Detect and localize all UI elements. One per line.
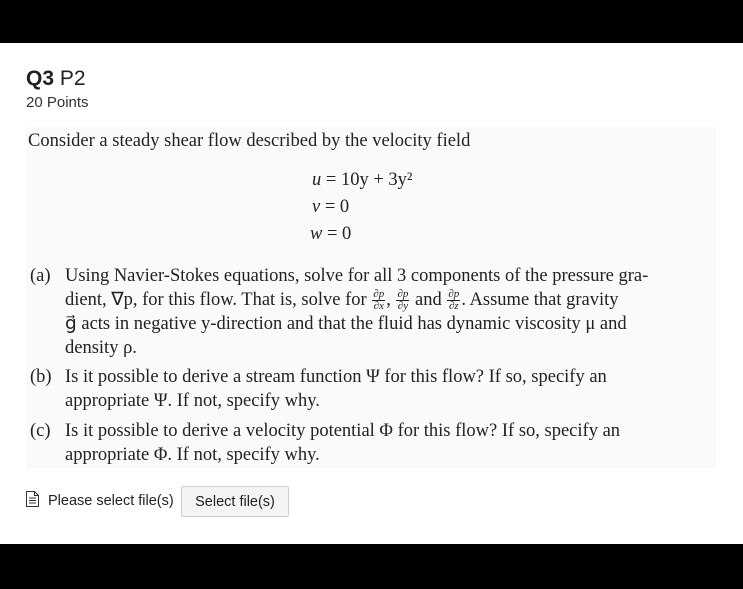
part-a-line-3: g⃗ acts in negative y-direction and that the fluid has dynamic viscosity μ and (65, 314, 627, 334)
fraction-dp-dz: $\frac{\partial p}{\partial z}$ (448, 288, 460, 313)
part-b-line-2: appropriate Ψ. If not, specify why. (65, 391, 320, 411)
question-title: Q3 P2 (26, 67, 86, 90)
part-c-line-2: appropriate Φ. If not, specify why. (65, 445, 320, 465)
equation-w: w = 0 (310, 224, 352, 244)
question-panel (0, 43, 743, 544)
part-a-line-4: density ρ. (65, 338, 137, 358)
bottom-bar (0, 544, 743, 589)
equation-v: v = 0 (312, 197, 350, 217)
part-b-label: (b) (30, 367, 52, 387)
select-files-button[interactable]: Select file(s) (181, 486, 289, 517)
part-c-line-1: Is it possible to derive a velocity potential Φ for this flow? If so, specify an (65, 421, 621, 441)
equation-u: u = 10y + 3y² (312, 170, 413, 190)
part-b-line-1: Is it possible to derive a stream function Ψ for this flow? If so, specify an (65, 367, 607, 387)
part-a-line-1: Using Navier-Stokes equations, solve for all 3 components of the pressure gra- (65, 266, 649, 286)
part-c-label: (c) (30, 421, 51, 441)
question-intro: Consider a steady shear flow described by the velocity field (28, 131, 471, 151)
top-bar (0, 0, 743, 43)
part-a-line-2: dient, ∇p, for this flow. That is, solve for $\frac{\partial p}{\partial x}$ , $\frac{\partial p}{\partial y}$ and $\frac{\partial p}{\partial z}$ . Assume that gravity (65, 288, 619, 313)
fraction-dp-dy: $\frac{\partial p}{\partial y}$ (397, 288, 409, 313)
fraction-dp-dx: $\frac{\partial p}{\partial x}$ (373, 288, 385, 313)
question-points: 20 Points (26, 94, 89, 111)
upload-label: Please select file(s) (48, 493, 174, 509)
part-a-label: (a) (30, 266, 51, 286)
question-body (26, 127, 716, 468)
file-icon (26, 491, 39, 507)
